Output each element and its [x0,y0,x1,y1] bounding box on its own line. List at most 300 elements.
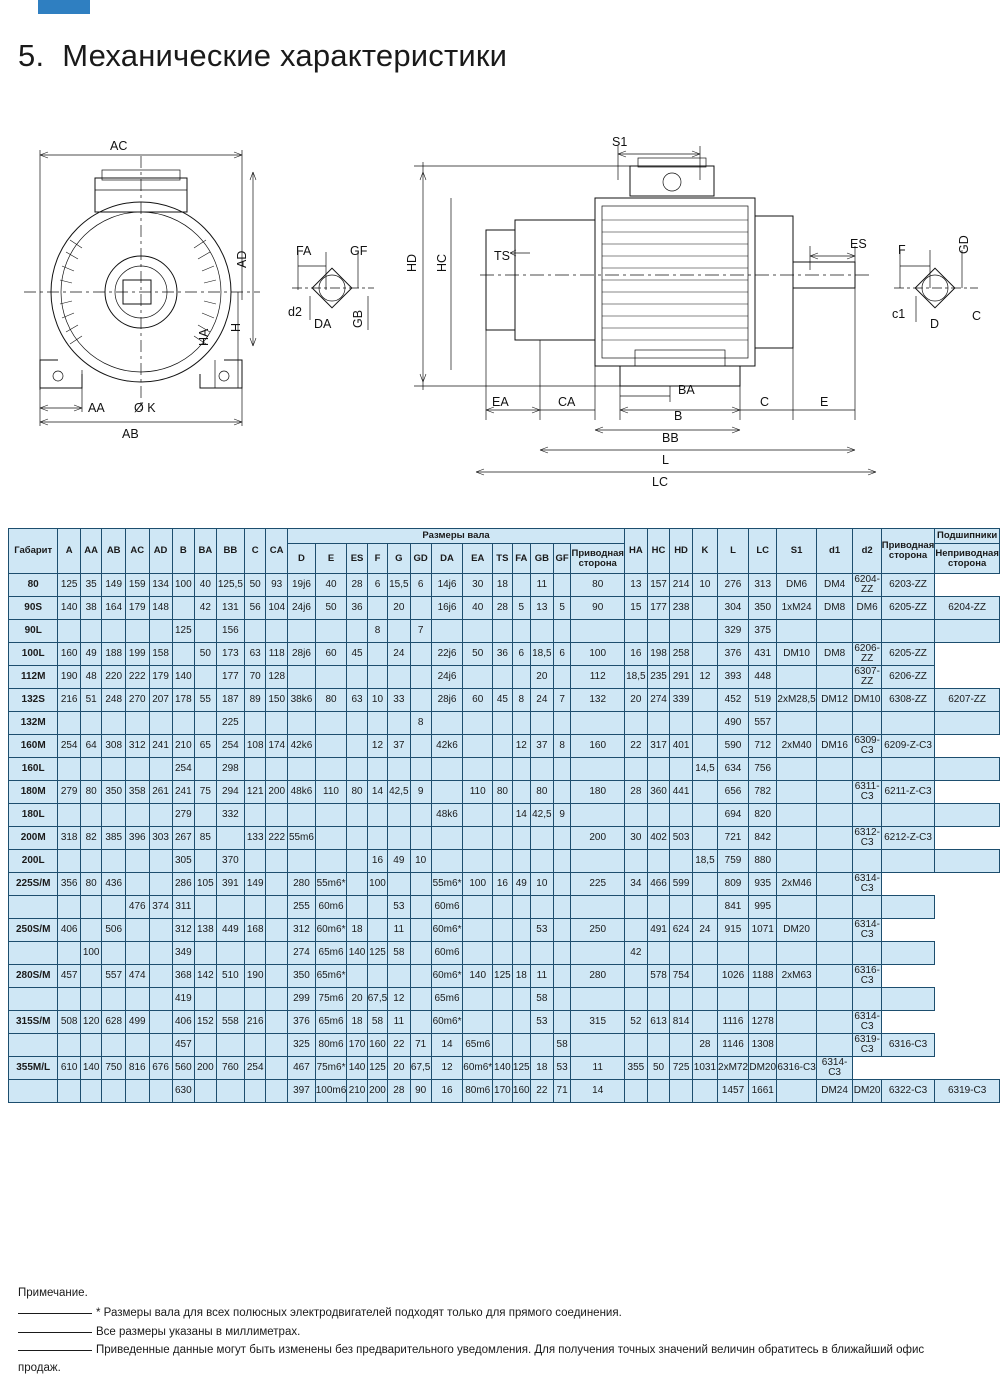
cell [881,758,934,781]
cell [647,988,670,1011]
cell [647,1080,670,1103]
cell [463,988,493,1011]
cell [493,1011,512,1034]
cell [853,804,881,827]
table-row [9,1080,1000,1103]
cell: 11 [388,1011,410,1034]
cell: 70 [245,666,266,689]
cell: 45 [493,689,512,712]
cell [881,942,934,965]
th-h: HA [624,529,647,574]
cell: 339 [670,689,693,712]
cell [571,942,624,965]
cell: 60m6 [315,896,347,919]
cell: 164 [102,597,126,620]
cell: 65m6 [431,988,463,1011]
cell: 560 [172,1057,195,1080]
th-aa: AA [80,529,101,574]
cell: 22 [388,1034,410,1057]
cell [80,965,101,988]
cell [692,689,717,712]
cell: 1026 [718,965,749,988]
cell-gabarit [9,1034,58,1057]
th-ha: HC [647,529,670,574]
cell: 11 [530,574,553,597]
cell [624,804,647,827]
cell [624,1080,647,1103]
cell: 750 [102,1057,126,1080]
cell: 6206-ZZ [854,642,880,664]
cell: 140 [493,1057,512,1080]
cell: 1116 [718,1011,749,1034]
cell [692,965,717,988]
cell: 80 [80,873,101,896]
cell [493,850,512,873]
cell [80,988,101,1011]
cell [647,758,670,781]
cell: 1457 [718,1080,749,1103]
cell [288,666,316,689]
cell [245,712,266,735]
cell [80,620,101,643]
cell [512,712,530,735]
cell: 841 [718,896,749,919]
cell [553,827,571,850]
cell: 42,5 [388,781,410,804]
cell: 474 [125,965,149,988]
cell: 80 [315,689,347,712]
cell: 179 [125,597,149,620]
cell: 376 [718,643,749,666]
cell [463,827,493,850]
cell [195,712,216,735]
cell [816,873,853,896]
technical-drawing [10,120,990,510]
cell: 140 [347,1057,367,1080]
cell [935,804,1000,827]
cell: 64 [80,735,101,758]
cell [431,620,463,643]
cell [647,620,670,643]
cell: 816 [125,1057,149,1080]
cell: 53 [530,919,553,942]
cell: 58 [367,1011,387,1034]
cell-gabarit: 180L [9,804,58,827]
cell [512,781,530,804]
cell [367,896,387,919]
th-bb: BB [216,529,245,574]
cell [102,988,126,1011]
cell: 65m6 [315,1011,347,1034]
cell [881,896,934,919]
cell: 22j6 [431,643,463,666]
cell: 160 [58,643,81,666]
cell: 397 [288,1080,316,1103]
cell: 24 [388,643,410,666]
cell: 173 [216,643,245,666]
svg-text:DA: DA [314,317,332,331]
cell: 15 [624,597,647,620]
cell [216,1080,245,1103]
svg-text:GD: GD [957,235,971,254]
svg-text:TS: TS [494,249,510,263]
cell: 48k6 [431,804,463,827]
cell [266,1080,288,1103]
th-k: L [718,529,749,574]
cell [367,597,387,620]
cell [935,712,1000,735]
cell: 55m6 [288,827,316,850]
cell [266,1057,288,1080]
cell [347,758,367,781]
cell [388,712,410,735]
cell: 332 [216,804,245,827]
cell [195,942,216,965]
cell: 131 [216,597,245,620]
cell [388,758,410,781]
cell [512,1011,530,1034]
cell: 36 [347,597,367,620]
cell [388,873,410,896]
cell: 519 [749,689,777,712]
cell: 11 [571,1057,624,1080]
cell: 28 [388,1080,410,1103]
cell [670,712,693,735]
cell: 132 [571,689,624,712]
svg-text:C: C [972,309,982,323]
cell: 60m6* [315,919,347,942]
cell [530,942,553,965]
cell [493,804,512,827]
cell [692,873,717,896]
cell [58,942,81,965]
cell [195,758,216,781]
svg-text:HC: HC [435,253,449,272]
cell [367,666,387,689]
cell: 148 [149,597,172,620]
cell: 304 [718,597,749,620]
table-row [9,873,1000,896]
cell: 11 [388,919,410,942]
cell: 134 [149,574,172,597]
cell [288,712,316,735]
th-nondrive-side: Неприводная сторона [935,544,1000,574]
cell: 100 [172,574,195,597]
th-b: B [172,529,195,574]
cell [670,758,693,781]
cell [692,643,717,666]
cell [347,850,367,873]
cell [692,597,717,620]
cell: 16 [624,643,647,666]
cell: 105 [195,873,216,896]
cell [216,988,245,1011]
cell [647,850,670,873]
cell: 90 [410,1080,431,1103]
th-ac: AC [125,529,149,574]
cell [125,942,149,965]
cell: 1188 [749,965,777,988]
cell [245,850,266,873]
cell [347,666,367,689]
cell: 60m6* [463,1057,493,1080]
th-e: E [315,544,347,574]
cell [266,712,288,735]
th-drive-side: Приводная сторона [571,544,624,574]
svg-text:BB: BB [662,431,679,445]
cell [571,620,624,643]
cell: 160 [367,1034,387,1057]
cell [816,919,853,942]
th-hc: HD [670,529,693,574]
cell: 90 [571,597,624,620]
section-title: Механические характеристики [62,38,508,73]
cell: 467 [288,1057,316,1080]
th-ea: EA [463,544,493,574]
cell [102,804,126,827]
cell: 179 [149,666,172,689]
cell [670,896,693,919]
cell [647,804,670,827]
cell: 694 [718,804,749,827]
cell [245,1080,266,1103]
table-row [9,1011,1000,1034]
cell: 100 [80,942,101,965]
cell [195,804,216,827]
cell [670,988,693,1011]
cell: 448 [749,666,777,689]
th-group-shaft: Размеры вала [288,529,625,544]
cell [347,965,367,988]
cell [245,758,266,781]
cell: 391 [216,873,245,896]
cell: 630 [172,1080,195,1103]
cell: 376 [288,1011,316,1034]
cell [149,620,172,643]
cell [125,850,149,873]
cell [493,919,512,942]
th-ad: AD [149,529,172,574]
cell [512,666,530,689]
cell: 40 [315,574,347,597]
svg-text:c1: c1 [892,307,906,321]
cell [149,850,172,873]
cell [125,1080,149,1103]
cell: 238 [670,597,693,620]
cell: 402 [647,827,670,850]
cell: 42 [624,942,647,965]
cell [512,942,530,965]
cell: 6209-Z-C3 [881,735,934,758]
cell [367,919,387,942]
cell [553,1011,571,1034]
side-view [405,135,876,489]
cell: 6312-C3 [854,826,880,848]
cell: 22 [530,1080,553,1103]
svg-text:AB: AB [122,427,139,441]
th-gb: GB [530,544,553,574]
cell: 48k6 [288,781,316,804]
cell [347,896,367,919]
cell: 110 [315,781,347,804]
cell [266,942,288,965]
cell: 42k6 [288,735,316,758]
cell [553,758,571,781]
cell: 71 [410,1034,431,1057]
cell: 578 [647,965,670,988]
cell: 599 [670,873,693,896]
cell: 1278 [749,1011,777,1034]
cell: 754 [670,965,693,988]
cell [530,896,553,919]
cell: 8 [512,689,530,712]
cell [777,1080,816,1103]
table-row [9,988,1000,1011]
cell: 177 [647,597,670,620]
cell [125,919,149,942]
cell: 14j6 [431,574,463,597]
cell: 100 [463,873,493,896]
cell [692,735,717,758]
cell: 721 [718,827,749,850]
cell: DM6 [853,597,881,620]
cell: 28j6 [288,643,316,666]
cell: 1146 [718,1034,749,1057]
cell: 6316-C3 [777,1057,816,1080]
cell [553,965,571,988]
th-f: F [367,544,387,574]
cell [881,850,934,873]
cell: 38k6 [288,689,316,712]
cell [463,942,493,965]
cell: 311 [172,896,195,919]
cell: 350 [749,597,777,620]
cell: 712 [749,735,777,758]
cell [58,758,81,781]
cell [266,620,288,643]
cell: 250 [571,919,624,942]
table-row [9,712,1000,735]
cell: 49 [512,873,530,896]
cell: DM12 [816,689,853,712]
cell [410,666,431,689]
cell [149,942,172,965]
cell [149,712,172,735]
cell: 12 [388,988,410,1011]
cell [647,1034,670,1057]
cell [853,942,881,965]
front-view [24,139,260,441]
cell: 120 [80,1011,101,1034]
th-es: ES [347,544,367,574]
cell: 75m6* [315,1057,347,1080]
cell: 160 [571,735,624,758]
cell [410,735,431,758]
cell: 58 [530,988,553,1011]
cell [102,758,126,781]
cell [463,896,493,919]
cell: 1хМ24 [777,597,816,620]
cell: 6 [553,643,571,666]
svg-text:S1: S1 [612,135,628,149]
cell: DM20 [853,1080,881,1103]
cell: 20 [624,689,647,712]
cell [816,620,853,643]
cell [692,712,717,735]
cell [493,666,512,689]
cell: 276 [718,574,749,597]
cell [58,620,81,643]
cell: 370 [216,850,245,873]
cell [530,850,553,873]
cell: 125 [172,620,195,643]
cell: DM10 [853,689,881,712]
cell: 157 [647,574,670,597]
cell: 18,5 [624,666,647,689]
cell: 210 [347,1080,367,1103]
cell [80,758,101,781]
cell: 53 [530,1011,553,1034]
cell [80,896,101,919]
cell: 58 [388,942,410,965]
cell [624,965,647,988]
cell: 312 [125,735,149,758]
cell [816,712,853,735]
cell: 557 [102,965,126,988]
cell: DM16 [816,735,853,758]
cell [553,919,571,942]
cell [493,620,512,643]
cell: 305 [172,850,195,873]
cell: 6 [512,643,530,666]
cell [80,712,101,735]
cell: 200 [195,1057,216,1080]
cell [149,1080,172,1103]
cell [493,827,512,850]
cell [670,804,693,827]
cell: 558 [216,1011,245,1034]
cell: 225 [571,873,624,896]
shaft-detail-left [288,244,374,331]
cell [777,850,816,873]
cell: 18 [347,919,367,942]
table-row [9,850,1000,873]
cell: 308 [102,735,126,758]
cell [493,896,512,919]
note-line-2 [18,1324,958,1342]
cell [245,620,266,643]
cell [388,620,410,643]
cell [195,988,216,1011]
cell: 6212-Z-C3 [881,827,934,850]
th-d: D [288,544,316,574]
cell: 80 [80,781,101,804]
cell [149,873,172,896]
cell: DM24 [816,1080,853,1103]
cell: 80 [347,781,367,804]
cell [149,1034,172,1057]
table-row [9,574,1000,597]
svg-text:HA: HA [197,328,211,346]
cell [553,942,571,965]
cell [853,712,881,735]
cell [624,896,647,919]
cell [816,1034,853,1057]
cell: 634 [718,758,749,781]
cell [288,804,316,827]
cell: 279 [172,804,195,827]
th-a: A [58,529,81,574]
